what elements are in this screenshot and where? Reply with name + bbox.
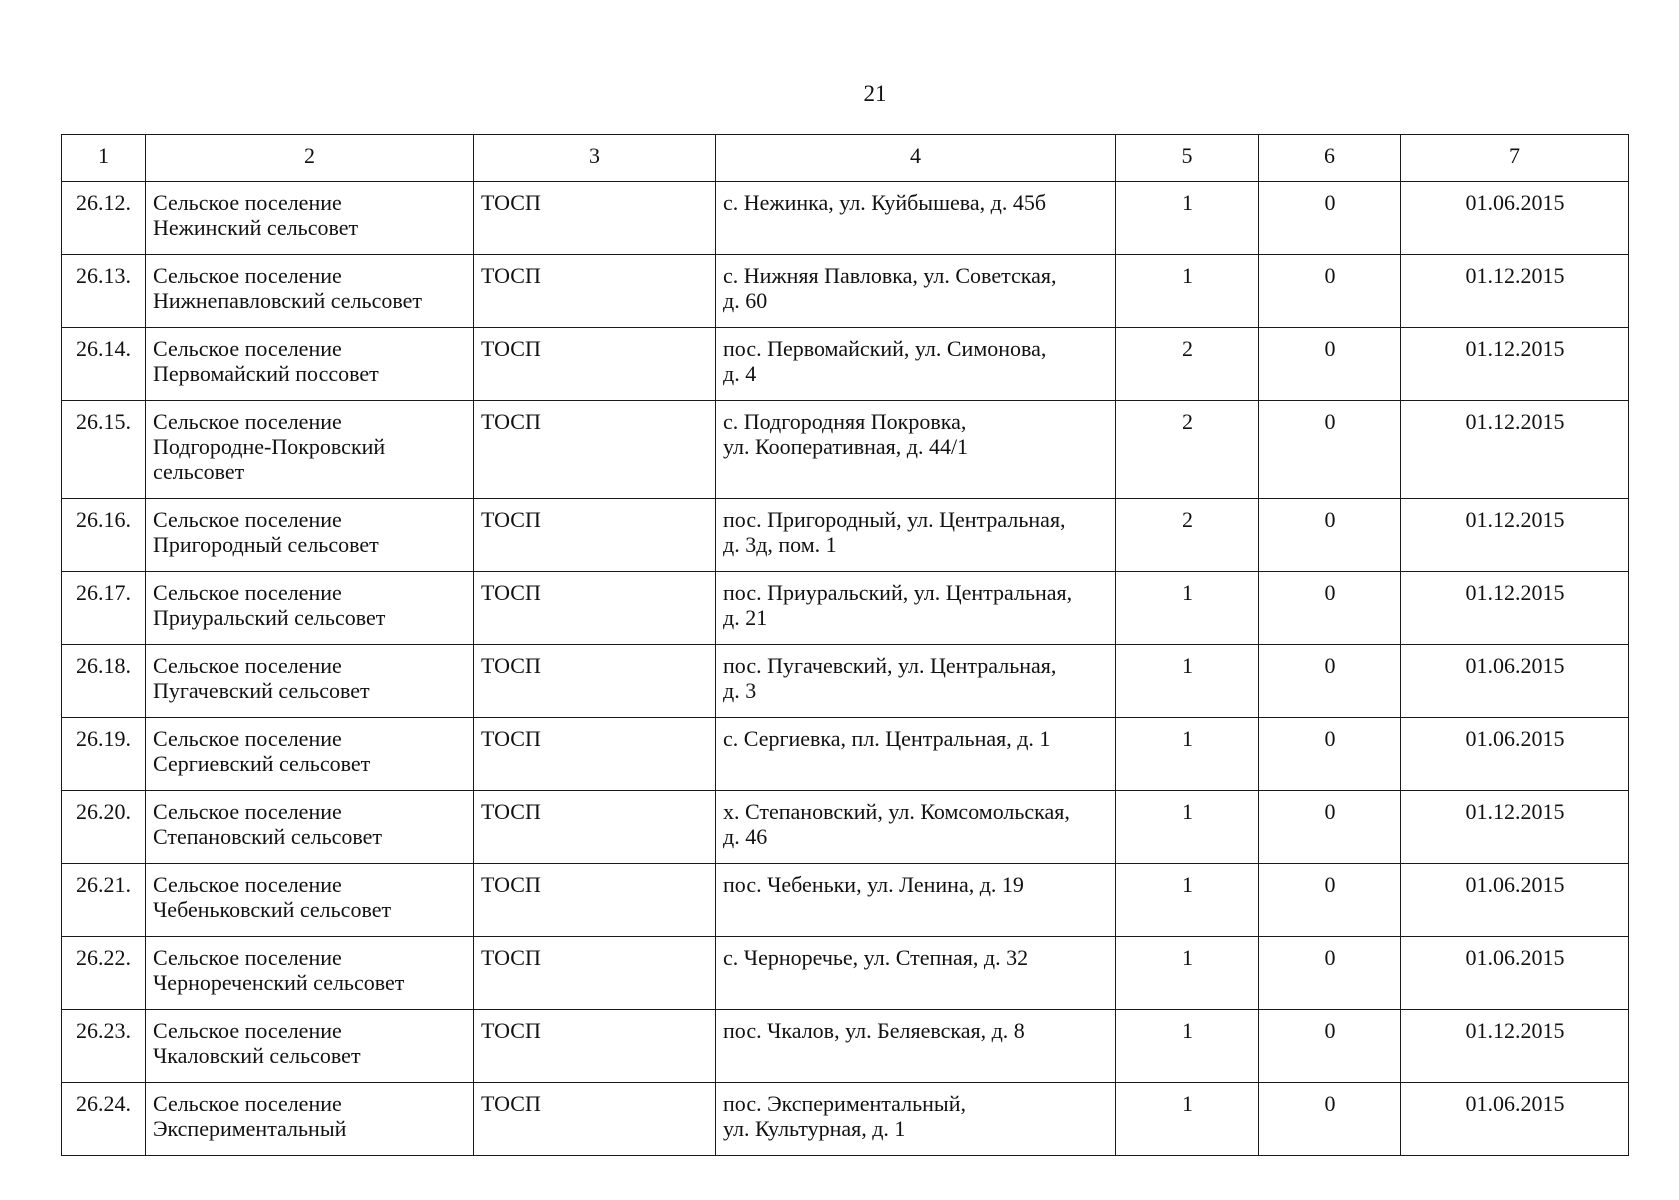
settlement-name-line: Сельское поселение: [153, 872, 342, 897]
address-line: с. Подгородняя Покровка,: [723, 409, 967, 434]
settlement-name-line: Экспериментальный: [153, 1116, 347, 1141]
row-number-cell: 26.24.: [62, 1083, 146, 1156]
address-line: ул. Культурная, д. 1: [723, 1116, 906, 1141]
settlement-name-cell: [146, 1083, 474, 1156]
row-number-cell: 26.22.: [62, 937, 146, 1010]
settlement-name-line: Сергиевский сельсовет: [153, 751, 371, 776]
settlement-name-line: Первомайский поссовет: [153, 361, 379, 386]
settlement-name-cell: [146, 499, 474, 572]
address-cell: [716, 182, 1116, 255]
row-number-cell: 26.14.: [62, 328, 146, 401]
row-number-cell: 26.23.: [62, 1010, 146, 1083]
settlement-name-line: Чкаловский сельсовет: [153, 1043, 361, 1068]
settlement-name-cell: [146, 255, 474, 328]
settlement-name-line: Чебеньковский сельсовет: [153, 897, 392, 922]
date-cell: 01.06.2015: [1401, 864, 1629, 937]
column5-cell: 1: [1116, 182, 1259, 255]
address-cell: [716, 645, 1116, 718]
type-cell: ТОСП: [474, 864, 716, 937]
page-number: 21: [863, 81, 887, 106]
settlement-name-line: Пугачевский сельсовет: [153, 678, 370, 703]
column5-cell: 2: [1116, 499, 1259, 572]
address-line: д. 46: [723, 824, 768, 849]
address-line: с. Нижняя Павловка, ул. Советская,: [723, 263, 1057, 288]
settlement-name-line: Приуральский сельсовет: [153, 605, 386, 630]
address-line: пос. Пугачевский, ул. Центральная,: [723, 653, 1057, 678]
row-number-cell: 26.16.: [62, 499, 146, 572]
settlement-name-line: сельсовет: [153, 459, 245, 484]
column6-cell: 0: [1259, 401, 1401, 499]
settlement-name-line: Сельское поселение: [153, 945, 342, 970]
column5-cell: 1: [1116, 255, 1259, 328]
address-cell: [716, 401, 1116, 499]
address-cell: [716, 1010, 1116, 1083]
settlement-name-cell: [146, 718, 474, 791]
header-row: [62, 135, 1629, 182]
table-row: [62, 182, 1629, 255]
date-cell: 01.06.2015: [1401, 937, 1629, 1010]
table-row: [62, 572, 1629, 645]
type-cell: ТОСП: [474, 499, 716, 572]
type-cell: ТОСП: [474, 1010, 716, 1083]
settlement-name-line: Сельское поселение: [153, 409, 342, 434]
column5-cell: 1: [1116, 1083, 1259, 1156]
row-number-cell: 26.18.: [62, 645, 146, 718]
table-row: [62, 1083, 1629, 1156]
address-cell: [716, 328, 1116, 401]
date-cell: 01.12.2015: [1401, 255, 1629, 328]
address-line: пос. Первомайский, ул. Симонова,: [723, 336, 1047, 361]
address-line: д. 21: [723, 605, 768, 630]
address-line: д. 3: [723, 678, 757, 703]
settlement-name-line: Сельское поселение: [153, 507, 342, 532]
address-line: х. Степановский, ул. Комсомольская,: [723, 799, 1070, 824]
address-cell: [716, 718, 1116, 791]
settlement-name-cell: [146, 864, 474, 937]
type-cell: ТОСП: [474, 572, 716, 645]
settlement-name-cell: [146, 645, 474, 718]
address-cell: [716, 791, 1116, 864]
column5-cell: 1: [1116, 718, 1259, 791]
type-cell: ТОСП: [474, 182, 716, 255]
address-line: пос. Чебеньки, ул. Ленина, д. 19: [723, 872, 1024, 897]
address-line: с. Нежинка, ул. Куйбышева, д. 45б: [723, 190, 1047, 215]
table-row: [62, 718, 1629, 791]
header-cell: 6: [1259, 135, 1401, 182]
row-number-cell: 26.15.: [62, 401, 146, 499]
settlement-name-line: Чернореченский сельсовет: [153, 970, 405, 995]
address-line: пос. Экспериментальный,: [723, 1091, 966, 1116]
address-line: с. Сергиевка, пл. Центральная, д. 1: [723, 726, 1051, 751]
column6-cell: 0: [1259, 718, 1401, 791]
type-cell: ТОСП: [474, 791, 716, 864]
settlement-name-cell: [146, 328, 474, 401]
row-number-cell: 26.12.: [62, 182, 146, 255]
row-number-cell: 26.20.: [62, 791, 146, 864]
header-cell: 1: [62, 135, 146, 182]
table-row: [62, 937, 1629, 1010]
date-cell: 01.12.2015: [1401, 401, 1629, 499]
column5-cell: 1: [1116, 791, 1259, 864]
settlement-name-line: Сельское поселение: [153, 653, 342, 678]
header-cell: 3: [474, 135, 716, 182]
settlement-name-line: Сельское поселение: [153, 336, 342, 361]
column6-cell: 0: [1259, 791, 1401, 864]
column6-cell: 0: [1259, 182, 1401, 255]
column6-cell: 0: [1259, 328, 1401, 401]
column6-cell: 0: [1259, 499, 1401, 572]
type-cell: ТОСП: [474, 718, 716, 791]
settlement-name-line: Нежинский сельсовет: [153, 215, 359, 240]
column6-cell: 0: [1259, 255, 1401, 328]
column6-cell: 0: [1259, 1083, 1401, 1156]
address-cell: [716, 937, 1116, 1010]
column5-cell: 2: [1116, 328, 1259, 401]
column6-cell: 0: [1259, 1010, 1401, 1083]
settlement-name-line: Сельское поселение: [153, 1091, 342, 1116]
settlement-name-line: Сельское поселение: [153, 799, 342, 824]
table-body: [62, 135, 1629, 1156]
settlement-name-line: Подгородне-Покровский: [153, 434, 386, 459]
column6-cell: 0: [1259, 645, 1401, 718]
type-cell: ТОСП: [474, 255, 716, 328]
settlements-table: [61, 134, 1629, 1156]
settlement-name-line: Пригородный сельсовет: [153, 532, 379, 557]
address-line: ул. Кооперативная, д. 44/1: [723, 434, 969, 459]
column5-cell: 1: [1116, 1010, 1259, 1083]
address-line: д. 60: [723, 288, 768, 313]
row-number-cell: 26.17.: [62, 572, 146, 645]
address-cell: [716, 499, 1116, 572]
address-line: пос. Приуральский, ул. Центральная,: [723, 580, 1073, 605]
column6-cell: 0: [1259, 937, 1401, 1010]
settlement-name-line: Сельское поселение: [153, 580, 342, 605]
header-cell: 4: [716, 135, 1116, 182]
header-cell: 2: [146, 135, 474, 182]
column5-cell: 1: [1116, 572, 1259, 645]
date-cell: 01.12.2015: [1401, 1010, 1629, 1083]
address-line: с. Черноречье, ул. Степная, д. 32: [723, 945, 1029, 970]
row-number-cell: 26.21.: [62, 864, 146, 937]
type-cell: ТОСП: [474, 645, 716, 718]
date-cell: 01.06.2015: [1401, 1083, 1629, 1156]
row-number-cell: 26.13.: [62, 255, 146, 328]
table-row: [62, 1010, 1629, 1083]
column5-cell: 1: [1116, 937, 1259, 1010]
address-line: пос. Чкалов, ул. Беляевская, д. 8: [723, 1018, 1025, 1043]
address-cell: [716, 864, 1116, 937]
table-row: [62, 255, 1629, 328]
address-cell: [716, 572, 1116, 645]
column6-cell: 0: [1259, 572, 1401, 645]
date-cell: 01.06.2015: [1401, 182, 1629, 255]
date-cell: 01.06.2015: [1401, 718, 1629, 791]
table-row: [62, 328, 1629, 401]
settlement-name-line: Сельское поселение: [153, 263, 342, 288]
settlement-name-cell: [146, 182, 474, 255]
settlement-name-line: Сельское поселение: [153, 726, 342, 751]
settlement-name-line: Степановский сельсовет: [153, 824, 383, 849]
settlement-name-cell: [146, 401, 474, 499]
table-row: [62, 401, 1629, 499]
address-line: д. 4: [723, 361, 757, 386]
settlement-name-line: Нижнепавловский сельсовет: [153, 288, 422, 313]
type-cell: ТОСП: [474, 401, 716, 499]
date-cell: 01.12.2015: [1401, 572, 1629, 645]
address-cell: [716, 1083, 1116, 1156]
date-cell: 01.12.2015: [1401, 328, 1629, 401]
column6-cell: 0: [1259, 864, 1401, 937]
settlement-name-cell: [146, 1010, 474, 1083]
settlement-name-line: Сельское поселение: [153, 1018, 342, 1043]
column5-cell: 1: [1116, 864, 1259, 937]
settlement-name-cell: [146, 937, 474, 1010]
address-cell: [716, 255, 1116, 328]
header-cell: 7: [1401, 135, 1629, 182]
table-row: [62, 864, 1629, 937]
column5-cell: 2: [1116, 401, 1259, 499]
settlement-name-line: Сельское поселение: [153, 190, 342, 215]
type-cell: ТОСП: [474, 937, 716, 1010]
type-cell: ТОСП: [474, 1083, 716, 1156]
address-line: пос. Пригородный, ул. Центральная,: [723, 507, 1066, 532]
header-cell: 5: [1116, 135, 1259, 182]
column5-cell: 1: [1116, 645, 1259, 718]
date-cell: 01.06.2015: [1401, 645, 1629, 718]
table-row: [62, 791, 1629, 864]
settlement-name-cell: [146, 572, 474, 645]
type-cell: ТОСП: [474, 328, 716, 401]
address-line: д. 3д, пом. 1: [723, 532, 837, 557]
date-cell: 01.12.2015: [1401, 791, 1629, 864]
table-row: [62, 645, 1629, 718]
settlement-name-cell: [146, 791, 474, 864]
row-number-cell: 26.19.: [62, 718, 146, 791]
table-row: [62, 499, 1629, 572]
date-cell: 01.12.2015: [1401, 499, 1629, 572]
